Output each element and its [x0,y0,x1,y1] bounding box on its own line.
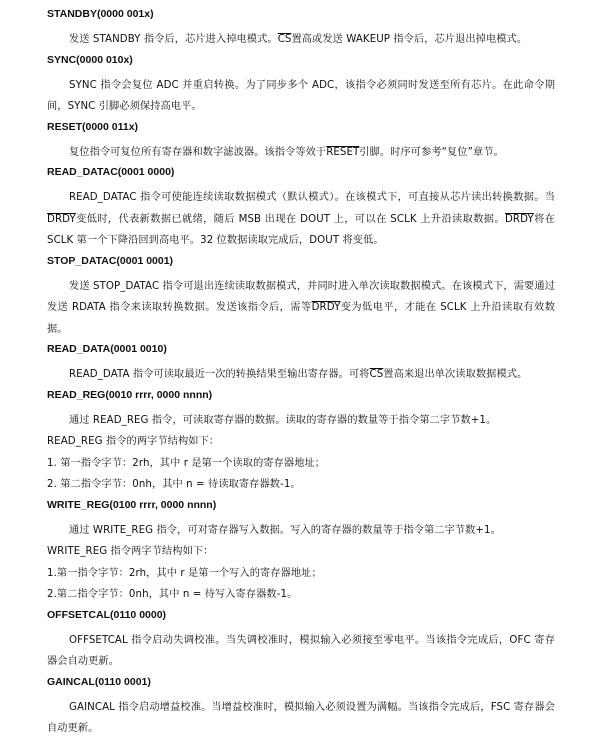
section-read-datac [47,166,555,252]
text-run: 变低时，代表新数据已就绪，随后 MSB 出现在 DOUT 上，可以在 SCLK 上升沿读取数据。 [75,213,505,225]
section-read-reg [47,389,555,496]
list-item: 2.第二指令字节：0nh，其中 n = 待写入寄存器数-1。 [47,589,298,600]
section-stop-datac [47,255,555,341]
text-run: 发送 STANDBY 指令后，芯片进入掉电模式。 [69,34,278,45]
section-heading: RESET(0000 011x) [47,120,139,133]
section-heading: GAINCAL(0110 0001) [47,675,151,688]
text-run: 发送 STOP_DATAC 指令可退出连续读取数据模式，并同时进入单次读取数据模式。在该模式下，需要通过发送 RDATA 指令来读取转换数据。发送该指令后，需等 [47,280,555,313]
section-paragraph: OFFSETCAL 指令启动失调校准。当失调校准时，模拟输入必须接至零电平。当该指令完成后，OFC 寄存器会自动更新。 [47,634,555,667]
list-item: 1.第一指令字节：2rh，其中 r 是第一个写入的寄存器地址； [47,567,322,579]
section-heading: WRITE_REG(0100 rrrr, 0000 nnnn) [47,498,217,511]
text-run: 置高来退出单次读取数据模式。 [383,369,528,380]
section-paragraph: 通过 READ_REG 指令，可读取寄存器的数据。读取的寄存器的数量等于指令第二字节数+1。 [69,414,497,426]
overlined-signal: $\overline{CS}$ [369,369,384,380]
section-reset [47,121,555,164]
text-run: 变为低电平，才能在 SCLK 上升沿读取有效数据。 [47,302,555,335]
overlined-signal: DRDY [504,213,534,225]
section-read-data [47,343,555,386]
section-paragraph [47,364,555,386]
section-heading: SYNC(0000 010x) [47,53,133,66]
text-run: READ_DATA 指令可读取最近一次的转换结果至输出寄存器。可将 [69,369,370,380]
section-heading: STOP_DATAC(0001 0001) [47,254,174,267]
list-intro: READ_REG 指令的两字节结构如下： [47,436,220,447]
section-paragraph [47,276,555,341]
section-paragraph [47,187,555,252]
overlined-signal: RESET [326,146,360,158]
section-heading: READ_DATAC(0001 0000) [47,166,175,178]
text-run: 将在 SCLK 第一个下降沿回到高电平。32 位数据读取完成后，DOUT 将变低。 [47,213,556,246]
section-paragraph: GAINCAL 指令启动增益校准。当增益校准时，模拟输入必须设置为满幅。当该指令完成后，FSC 寄存器会自动更新。 [47,701,555,734]
overlined-signal: $\overline{CS}$ [277,34,292,45]
section-standby [47,8,555,51]
text-run: 复位指令可复位所有寄存器和数字滤波器。该指令等效于 [69,146,327,158]
section-write-reg [47,499,555,606]
list-item: 2. 第二指令字节：0nh，其中 n = 待读取寄存器数-1。 [47,479,301,490]
overlined-signal: DRDY [47,213,76,225]
section-paragraph: 通过 WRITE_REG 指令，可对寄存器写入数据。写入的寄存器的数量等于指令第二字节数+1。 [69,524,501,536]
section-offsetcal [47,609,555,673]
text-run: READ_DATAC 指令可使能连续读取数据模式（默认模式）。在该模式下，可直接从芯片读出转换数据。当 [69,192,555,203]
section-heading: READ_REG(0010 rrrr, 0000 nnnn) [47,388,213,401]
text-run: 引脚。时序可参考“复位”章节。 [359,146,504,158]
section-paragraph: SYNC 指令会复位 ADC 并重启转换。为了同步多个 ADC，该指令必须同时发送至所有芯片。在此命令期间，SYNC 引脚必须保持高电平。 [47,79,555,112]
section-heading: OFFSETCAL(0110 0000) [47,608,167,621]
overlined-signal: DRDY [311,302,341,313]
section-gaincal [47,676,555,740]
section-sync [47,54,555,118]
text-run: 置高或发送 WAKEUP 指令后，芯片退出掉电模式。 [291,34,528,45]
list-item: 1. 第一指令字节：2rh，其中 r 是第一个读取的寄存器地址； [47,457,326,469]
section-paragraph [47,29,555,51]
list-intro: WRITE_REG 指令两字节结构如下： [47,546,214,557]
section-heading: STANDBY(0000 001x) [47,8,154,20]
section-paragraph [47,142,555,164]
section-heading: READ_DATA(0001 0010) [47,343,167,355]
